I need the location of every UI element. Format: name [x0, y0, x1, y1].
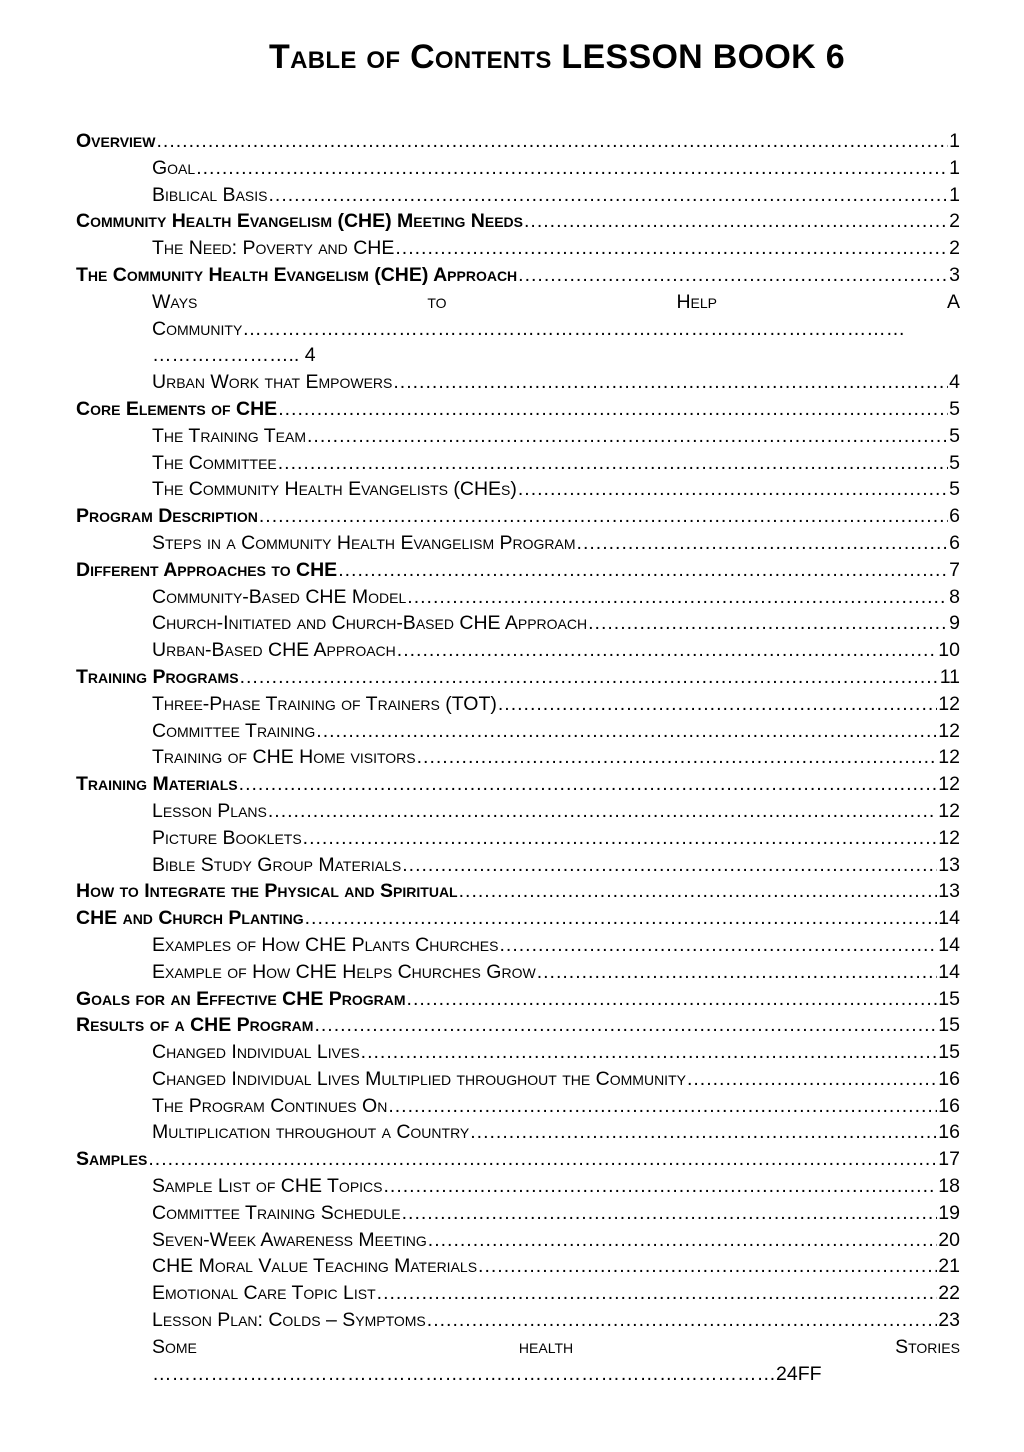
toc-leader	[259, 503, 948, 530]
toc-entry-text: The Community Health Evangelists (CHEs)	[152, 478, 517, 501]
table-of-contents	[76, 128, 960, 1387]
toc-subsection-entry[interactable]	[76, 1119, 960, 1146]
toc-page-number: 14	[938, 933, 960, 956]
toc-entry-text: Goals for an Effective CHE Program	[76, 987, 406, 1010]
toc-leader	[588, 610, 948, 637]
toc-section-entry[interactable]	[76, 128, 960, 155]
toc-subsection-entry[interactable]	[76, 744, 960, 771]
toc-entry-text: Examples of How CHE Plants Churches	[152, 933, 499, 956]
toc-page-number: 14	[938, 960, 960, 983]
toc-leader	[499, 932, 937, 959]
toc-section-entry[interactable]	[76, 503, 960, 530]
toc-entry-text: Overview	[76, 130, 156, 152]
toc-page-number: 6	[949, 505, 960, 528]
toc-page-number: 24FF	[776, 1362, 822, 1385]
toc-entry-text: Bible Study Group Materials	[152, 853, 402, 876]
toc-subsection-entry[interactable]	[76, 530, 960, 557]
toc-leader	[687, 1066, 937, 1093]
toc-page-number: 4	[949, 371, 960, 394]
toc-entry-text: Steps in a Community Health Evangelism Program	[152, 531, 576, 554]
toc-page-number: 12	[938, 746, 960, 769]
toc-page-number: 5	[949, 478, 960, 501]
toc-entry-text: Core Elements of CHE	[76, 397, 278, 420]
toc-page-number: 6	[949, 531, 960, 554]
toc-entry-page-line	[76, 1361, 960, 1388]
toc-leader	[397, 637, 938, 664]
toc-subsection-entry[interactable]	[76, 798, 960, 825]
toc-entry-text: Training of CHE Home visitors	[152, 746, 416, 769]
toc-subsection-entry[interactable]	[76, 718, 960, 745]
toc-subsection-entry[interactable]	[76, 691, 960, 718]
toc-page-number: 19	[938, 1201, 960, 1224]
toc-page-number: 10	[938, 639, 960, 662]
toc-entry-text: How to Integrate the Physical and Spiritual	[76, 880, 458, 903]
toc-page-number: 2	[949, 210, 960, 233]
toc-section-entry[interactable]	[76, 208, 960, 235]
toc-page-number: 11	[939, 665, 960, 688]
toc-page-number: 21	[938, 1255, 960, 1278]
page-title: Table of Contents LESSON BOOK 6	[269, 38, 845, 76]
toc-section-entry[interactable]	[76, 664, 960, 691]
toc-entry-text: Goal	[152, 156, 196, 179]
toc-section-entry[interactable]	[76, 1012, 960, 1039]
toc-page-number: 17	[938, 1148, 960, 1171]
toc-subsection-entry[interactable]	[76, 423, 960, 450]
toc-leader	[152, 344, 299, 366]
toc-entry-text: Program Description	[76, 505, 258, 528]
toc-entry-text: The Program Continues On	[152, 1094, 388, 1117]
toc-subsection-entry[interactable]	[76, 476, 960, 503]
toc-entry-page-line	[76, 342, 960, 369]
toc-leader	[384, 1173, 938, 1200]
toc-page-number: 9	[949, 612, 960, 635]
toc-leader	[278, 450, 948, 477]
toc-subsection-entry[interactable]	[76, 1253, 960, 1280]
toc-page-number: 23	[938, 1309, 960, 1332]
toc-section-entry[interactable]	[76, 1146, 960, 1173]
toc-entry-text: Sample List of CHE Topics	[152, 1175, 383, 1198]
toc-subsection-entry[interactable]	[76, 182, 960, 209]
toc-page-number: 18	[938, 1175, 960, 1198]
toc-subsection-entry[interactable]	[76, 1307, 960, 1334]
toc-subsection-entry[interactable]	[76, 1066, 960, 1093]
toc-subsection-entry[interactable]	[76, 1227, 960, 1254]
toc-page-number: 12	[938, 719, 960, 742]
toc-entry-word: Ways	[152, 290, 198, 313]
toc-page-number: 12	[938, 692, 960, 715]
toc-entry-text: Samples	[76, 1148, 148, 1171]
toc-page-number: 7	[949, 558, 960, 581]
toc-subsection-entry[interactable]	[76, 1280, 960, 1307]
toc-leader	[268, 798, 937, 825]
toc-entry-text: Lesson Plan: Colds – Symptoms	[152, 1309, 426, 1332]
toc-entry-text: Urban-Based CHE Approach	[152, 639, 396, 662]
toc-subsection-entry[interactable]	[76, 825, 960, 852]
toc-subsection-entry[interactable]	[76, 369, 960, 396]
toc-leader	[470, 1119, 937, 1146]
toc-entry-text: Lesson Plans	[152, 799, 267, 822]
toc-leader	[316, 718, 937, 745]
toc-page-number: 16	[938, 1094, 960, 1117]
toc-entry-word: Some	[152, 1335, 197, 1358]
toc-entry-text: Changed Individual Lives	[152, 1041, 360, 1064]
toc-entry-text: Community-Based CHE Model	[152, 585, 407, 608]
toc-leader	[498, 691, 937, 718]
toc-page-number: 16	[938, 1067, 960, 1090]
toc-leader	[303, 825, 938, 852]
toc-subsection-entry[interactable]	[76, 1039, 960, 1066]
toc-section-entry[interactable]	[76, 986, 960, 1013]
toc-entry-word: Stories	[895, 1335, 960, 1358]
toc-entry-text: Biblical Basis	[152, 183, 268, 206]
toc-section-entry[interactable]	[76, 557, 960, 584]
toc-entry-word: Help	[676, 290, 718, 313]
toc-leader	[239, 771, 938, 798]
toc-leader	[407, 986, 938, 1013]
toc-leader	[152, 1363, 776, 1385]
toc-entry-text: Community Health Evangelism (CHE) Meeting Needs	[76, 210, 524, 233]
toc-section-entry[interactable]	[76, 905, 960, 932]
toc-entry-text: Seven-Week Awareness Meeting	[152, 1228, 427, 1251]
toc-section-entry[interactable]	[76, 878, 960, 905]
toc-page-number: 12	[938, 773, 960, 796]
toc-leader	[524, 208, 948, 235]
toc-page-number: 5	[949, 451, 960, 474]
toc-entry-wrapped-line[interactable]	[76, 289, 960, 316]
toc-entry-text: Emotional Care Topic List	[152, 1282, 376, 1305]
toc-leader	[417, 744, 938, 771]
toc-subsection-entry[interactable]	[76, 155, 960, 182]
toc-page-number: 4	[299, 344, 316, 367]
toc-subsection-entry[interactable]	[76, 1200, 960, 1227]
toc-leader	[314, 1012, 937, 1039]
toc-page-number: 15	[938, 1041, 960, 1064]
toc-leader	[428, 1227, 938, 1254]
toc-leader	[156, 128, 948, 155]
toc-page-number: 5	[949, 424, 960, 447]
toc-leader	[377, 1280, 938, 1307]
toc-entry-text: The Need: Poverty and CHE	[152, 237, 395, 260]
toc-leader	[388, 1093, 937, 1120]
toc-page-number: 2	[949, 237, 960, 260]
toc-section-entry[interactable]	[76, 771, 960, 798]
toc-leader	[196, 155, 948, 182]
toc-entry-word: A	[946, 290, 960, 313]
toc-page-number: 12	[938, 826, 960, 849]
toc-entry-text: Committee Training	[152, 719, 316, 742]
toc-entry-text: Changed Individual Lives Multiplied throughout the Community	[152, 1067, 686, 1090]
toc-page-number: 15	[938, 987, 960, 1010]
toc-leader	[577, 530, 949, 557]
toc-page-number: 1	[949, 156, 960, 179]
toc-leader	[518, 262, 948, 289]
toc-entry-text: Urban Work that Empowers	[152, 371, 393, 394]
toc-leader	[407, 584, 948, 611]
toc-leader	[402, 852, 937, 879]
toc-page-number: 20	[938, 1228, 960, 1251]
toc-subsection-entry[interactable]	[76, 450, 960, 477]
toc-entry-continuation	[76, 316, 960, 343]
toc-leader	[268, 182, 948, 209]
toc-entry-text: CHE and Church Planting	[76, 907, 304, 930]
toc-leader	[427, 1307, 938, 1334]
toc-entry-text: Training Programs	[76, 665, 239, 688]
toc-page-number: 3	[949, 263, 960, 286]
toc-leader	[395, 235, 948, 262]
toc-leader	[278, 396, 948, 423]
toc-entry-text: Church-Initiated and Church-Based CHE Approach	[152, 612, 588, 635]
toc-subsection-entry[interactable]	[76, 235, 960, 262]
toc-leader	[338, 557, 948, 584]
toc-section-entry[interactable]	[76, 396, 960, 423]
toc-leader	[242, 318, 905, 340]
toc-entry-text: CHE Moral Value Teaching Materials	[152, 1255, 478, 1278]
toc-entry-text: Different Approaches to CHE	[76, 558, 338, 581]
toc-leader	[537, 959, 938, 986]
toc-subsection-entry[interactable]	[76, 1093, 960, 1120]
toc-page-number: 16	[938, 1121, 960, 1144]
toc-leader	[307, 423, 948, 450]
toc-leader	[402, 1200, 938, 1227]
toc-subsection-entry[interactable]	[76, 852, 960, 879]
toc-subsection-entry[interactable]	[76, 637, 960, 664]
toc-entry-wrapped-line[interactable]	[76, 1334, 960, 1361]
toc-leader	[459, 878, 938, 905]
toc-page-number: 13	[938, 853, 960, 876]
toc-subsection-entry[interactable]	[76, 610, 960, 637]
toc-subsection-entry[interactable]	[76, 932, 960, 959]
toc-subsection-entry[interactable]	[76, 959, 960, 986]
toc-page-number: 1	[949, 183, 960, 206]
toc-entry-text: Community	[152, 317, 243, 340]
toc-entry-word: health	[518, 1335, 574, 1358]
toc-leader	[361, 1039, 938, 1066]
toc-entry-text: Picture Booklets	[152, 826, 302, 849]
toc-entry-text: Committee Training Schedule	[152, 1201, 401, 1224]
toc-entry-text: The Training Team	[152, 424, 306, 447]
toc-page-number: 15	[938, 1014, 960, 1037]
toc-page-number: 12	[938, 799, 960, 822]
toc-page-number: 14	[938, 907, 960, 930]
toc-leader	[148, 1146, 937, 1173]
toc-subsection-entry[interactable]	[76, 584, 960, 611]
toc-entry-word: to	[427, 290, 447, 313]
toc-leader	[393, 369, 948, 396]
toc-section-entry[interactable]	[76, 262, 960, 289]
toc-leader	[518, 476, 948, 503]
toc-page-number: 13	[938, 880, 960, 903]
toc-entry-text: The Community Health Evangelism (CHE) Approach	[76, 263, 518, 286]
toc-entry-text: Three-Phase Training of Trainers (TOT)	[152, 692, 497, 715]
toc-entry-text: Training Materials	[76, 773, 238, 796]
toc-entry-text: Results of a CHE Program	[76, 1014, 314, 1037]
toc-page-number: 5	[949, 397, 960, 420]
toc-subsection-entry[interactable]	[76, 1173, 960, 1200]
toc-entry-text: Multiplication throughout a Country	[152, 1121, 470, 1144]
toc-entry-text: Example of How CHE Helps Churches Grow	[152, 960, 536, 983]
toc-entry-text: The Committee	[152, 451, 277, 474]
toc-page-number: 8	[949, 585, 960, 608]
toc-leader	[305, 905, 938, 932]
toc-page-number: 1	[949, 130, 960, 152]
toc-leader	[478, 1253, 937, 1280]
toc-leader	[240, 664, 939, 691]
toc-page-number: 22	[938, 1282, 960, 1305]
